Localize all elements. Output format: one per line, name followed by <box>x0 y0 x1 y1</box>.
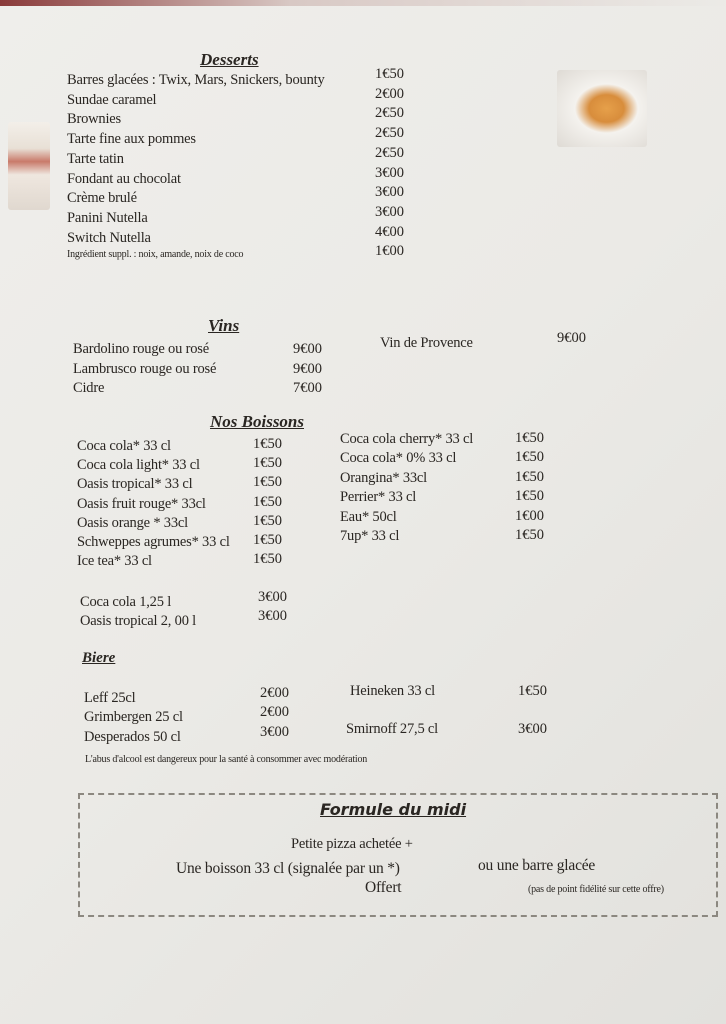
formule-line2b: ou une barre glacée <box>478 857 596 874</box>
item-price: 4€00 <box>375 223 404 240</box>
item-name: Oasis tropical 2, 00 l <box>80 613 197 629</box>
item-price: 2€50 <box>375 105 404 122</box>
item-name: Lambrusco rouge ou rosé <box>73 360 217 377</box>
item-price: 1€50 <box>515 430 544 446</box>
item-price: 9€00 <box>557 330 586 346</box>
item-name: Smirnoff 27,5 cl <box>346 721 438 737</box>
item-name: Ingrédient suppl. : noix, amande, noix de coco <box>67 249 244 261</box>
boissons-title: Nos Boissons <box>210 412 305 431</box>
item-price: 1€50 <box>253 436 282 452</box>
item-price: 1€50 <box>253 551 282 568</box>
item-price: 3€00 <box>258 608 287 624</box>
item-name: Schweppes agrumes* 33 cl <box>77 534 230 550</box>
item-price: 1€50 <box>515 449 544 466</box>
item-name: 7up* 33 cl <box>340 528 400 544</box>
item-price: 1€00 <box>375 243 404 260</box>
item-price: 1€50 <box>515 527 544 543</box>
item-price: 1€50 <box>515 488 544 505</box>
item-price: 2€00 <box>375 85 404 102</box>
item-name: Sundae caramel <box>67 91 157 108</box>
item-price: 2€00 <box>260 704 289 721</box>
item-price: 3€00 <box>375 184 404 201</box>
item-price: 3€00 <box>260 723 289 740</box>
item-name: Coca cola cherry* 33 cl <box>340 431 474 447</box>
item-price: 9€00 <box>293 341 322 357</box>
item-name: Fondant au chocolat <box>67 170 181 187</box>
item-price: 1€50 <box>515 468 544 485</box>
item-price: 3€00 <box>375 203 404 220</box>
item-price: 1€00 <box>515 507 544 524</box>
item-name: Desperados 50 cl <box>84 728 181 745</box>
item-name: Switch Nutella <box>67 229 151 246</box>
item-price: 3€00 <box>375 164 404 181</box>
item-name: Ice tea* 33 cl <box>77 553 152 570</box>
sundae-image <box>8 122 50 210</box>
item-name: Coca cola light* 33 cl <box>77 457 200 474</box>
item-name: Vin de Provence <box>380 335 473 351</box>
formule-line1: Petite pizza achetée + <box>291 836 413 852</box>
item-name: Tarte tatin <box>67 150 124 167</box>
item-name: Crème brulé <box>67 190 137 207</box>
formule-note: (pas de point fidélité sur cette offre) <box>528 884 664 895</box>
formule-line2: Une boisson 33 cl (signalée par un *) <box>176 860 400 877</box>
formule-title: Formule du midi <box>320 800 467 819</box>
item-price: 1€50 <box>253 455 282 472</box>
item-price: 1€50 <box>253 512 282 529</box>
alcohol-warning: L'abus d'alcool est dangereux pour la santé à consommer avec modération <box>85 754 368 765</box>
item-name: Oasis orange * 33cl <box>77 514 188 531</box>
item-price: 7€00 <box>293 380 322 396</box>
tart-image <box>557 70 647 147</box>
item-name: Coca cola 1,25 l <box>80 594 172 610</box>
item-name: Brownies <box>67 111 121 128</box>
item-price: 3€00 <box>518 721 547 737</box>
item-name: Panini Nutella <box>67 209 148 226</box>
item-name: Oasis tropical* 33 cl <box>77 476 193 493</box>
item-price: 3€00 <box>258 589 287 605</box>
item-name: Coca cola* 0% 33 cl <box>340 450 457 467</box>
vins-title: Vins <box>208 316 240 335</box>
item-price: 1€50 <box>253 532 282 548</box>
item-price: 9€00 <box>293 360 322 377</box>
page-edge <box>0 0 726 6</box>
item-name: Barres glacées : Twix, Mars, Snickers, bounty <box>67 72 325 88</box>
item-name: Tarte fine aux pommes <box>67 131 196 148</box>
item-price: 2€00 <box>260 685 289 701</box>
item-name: Grimbergen 25 cl <box>84 709 183 726</box>
item-name: Eau* 50cl <box>340 508 397 525</box>
item-name: Coca cola* 33 cl <box>77 438 171 454</box>
item-name: Bardolino rouge ou rosé <box>73 341 209 357</box>
item-name: Perrier* 33 cl <box>340 489 417 506</box>
formule-line3: Offert <box>365 879 402 896</box>
item-name: Heineken 33 cl <box>350 683 435 699</box>
item-price: 1€50 <box>253 493 282 510</box>
desserts-title: Desserts <box>200 50 259 69</box>
item-price: 2€50 <box>375 125 404 142</box>
item-name: Cidre <box>73 380 105 396</box>
item-price: 1€50 <box>375 66 404 82</box>
item-price: 2€50 <box>375 144 404 161</box>
item-name: Leff 25cl <box>84 690 136 706</box>
item-name: Orangina* 33cl <box>340 469 427 486</box>
biere-title: Biere <box>82 650 116 666</box>
item-name: Oasis fruit rouge* 33cl <box>77 495 206 512</box>
item-price: 1€50 <box>518 683 547 699</box>
item-price: 1€50 <box>253 474 282 491</box>
